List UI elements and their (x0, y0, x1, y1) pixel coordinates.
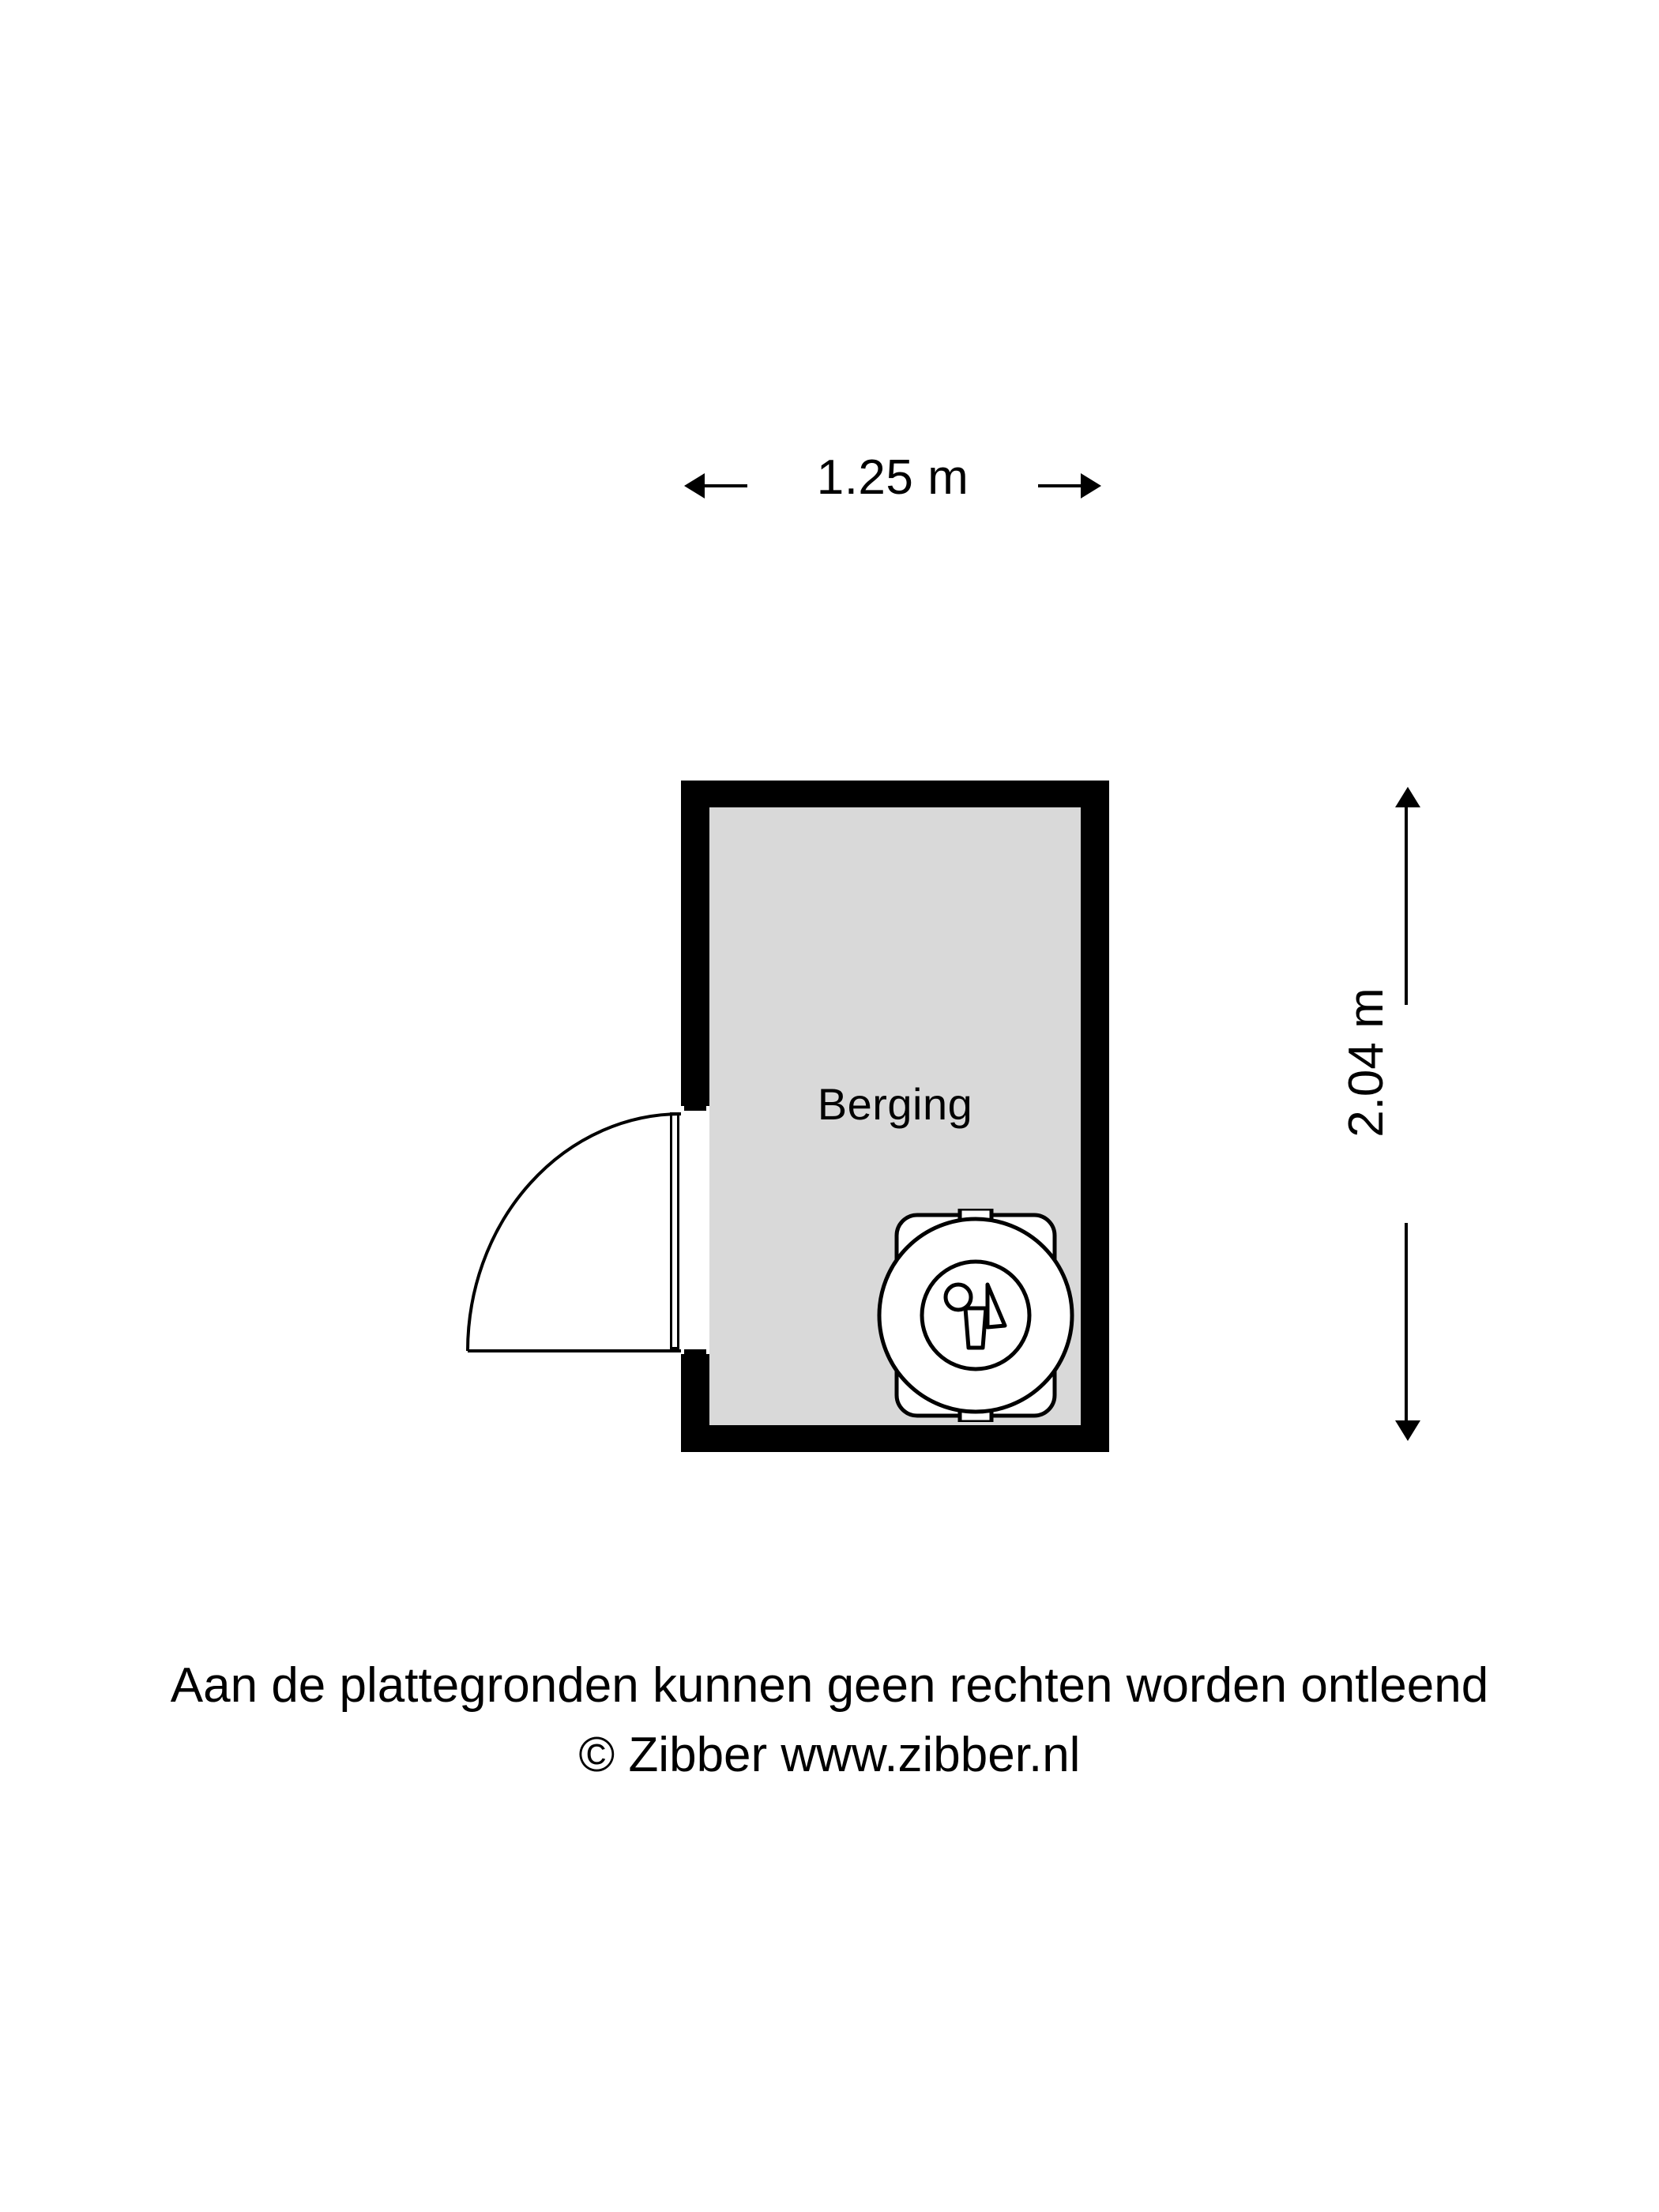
door-jamb-bottom (684, 1349, 706, 1357)
dimension-height-label: 2.04 m (1339, 988, 1394, 1138)
arrow-down-icon (1395, 1420, 1420, 1441)
dimension-width (695, 446, 1090, 517)
arrow-up-icon (1395, 787, 1420, 807)
arrow-right-icon (1081, 473, 1101, 498)
dimension-width-line-right (1038, 484, 1085, 487)
dimension-width-label: 1.25 m (816, 450, 969, 505)
dimension-height (1335, 798, 1477, 1430)
footer-copyright: © Zibber www.zibber.nl (578, 1728, 1081, 1782)
footer-disclaimer: Aan de plattegronden kunnen geen rechten worden ontleend (170, 1658, 1489, 1713)
arrow-left-icon (684, 473, 705, 498)
footer (0, 1651, 1659, 1790)
dimension-width-line-left (700, 484, 747, 487)
door-swing-arc-icon (466, 1112, 683, 1353)
washing-machine-icon (877, 1209, 1074, 1422)
door-jamb-top (684, 1103, 706, 1111)
dimension-height-line-top (1405, 807, 1408, 1005)
room-label: Berging (817, 1079, 973, 1129)
door-opening (681, 1103, 709, 1357)
dimension-height-line-bottom (1405, 1223, 1408, 1420)
